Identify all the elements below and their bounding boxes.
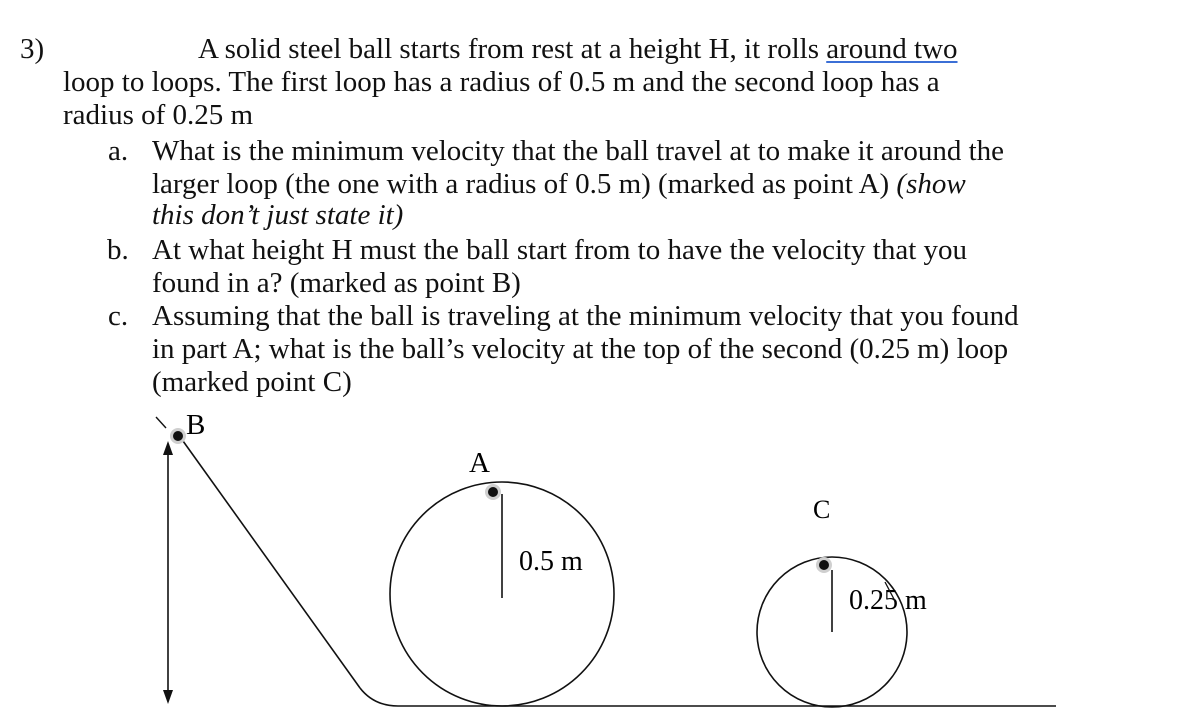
problem-intro-line3: radius of 0.25 m [63,99,254,131]
part-a-line1: What is the minimum velocity that the ball travel at to make it around the [152,135,1005,167]
ball-b [172,430,185,443]
height-arrow-bottom [163,690,173,704]
part-a-line2-text: larger loop (the one with a radius of 0.5 m) (marked as point A) [152,168,897,200]
part-c-line1: Assuming that the ball is traveling at the minimum velocity that you found [152,300,1019,332]
intro-line1-text: A solid steel ball starts from rest at a height H, it rolls [198,33,827,65]
problem-number: 3) [20,33,45,65]
part-b-line2: found in a? (marked as point B) [152,267,521,299]
label-b: B [186,409,206,441]
label-a: A [469,447,490,479]
ball-c [818,559,831,572]
label-radius-large: 0.5 m [519,546,583,577]
part-b-marker: b. [107,234,129,266]
part-a-marker: a. [108,135,129,167]
part-a-italic-line: this don’t just state it) [152,199,404,231]
problem-intro-line2: loop to loops. The first loop has a radius of 0.5 m and the second loop has a [63,66,940,98]
height-arrow-top [163,441,173,455]
part-c-line3: (marked point C) [152,366,352,398]
label-c: C [813,495,831,524]
part-c-line2: in part A; what is the ball’s velocity at the top of the second (0.25 m) loop [152,333,1009,365]
ramp-curve [360,688,398,706]
ramp-line [183,441,360,688]
part-b-line1: At what height H must the ball start from to have the velocity that you [152,234,968,266]
ramp-start-tick [156,417,166,428]
part-c-marker: c. [108,300,129,332]
label-radius-small: 0.25 m [849,585,927,616]
part-a-italic-suffix: (show [896,168,966,200]
intro-underlined-text: around two [826,33,958,65]
ball-a [487,486,500,499]
